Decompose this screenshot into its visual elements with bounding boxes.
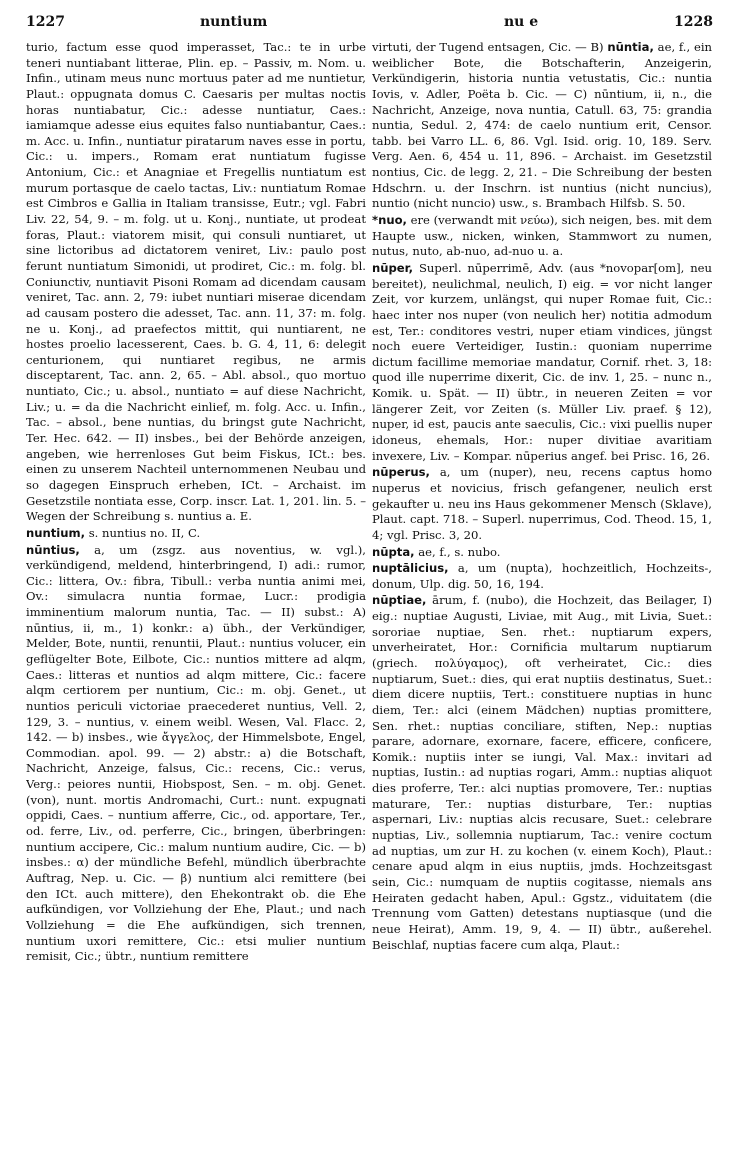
headword: nūperus, xyxy=(372,465,430,480)
entry-text: virtuti, der Tugend entsagen, Cic. — B) xyxy=(372,40,608,54)
entry-text: a, um (nuper), neu, recens captus homo nuperus et novicius, frisch gefangener, neulich erst gekaufter u. neu ins Haus gekommener Mensch (Sklave), Plaut. capt. 718. – Superl. nuperrimus, Cod. Theod. 15, 1, 4; vgl. Prisc. 3, 20. xyxy=(372,465,712,542)
entry-text: s. nuntius no. II, C. xyxy=(85,525,201,540)
left-column xyxy=(26,40,366,1140)
dictionary-entry xyxy=(372,593,712,953)
dictionary-entry xyxy=(372,561,712,592)
headword: nuptālicius, xyxy=(372,561,449,576)
left-running-head: nuntium xyxy=(200,14,268,30)
dictionary-entry xyxy=(372,545,712,561)
headword: nūper, xyxy=(372,260,414,275)
entry-text: ere (verwandt mit νεύω), sich neigen, bes. mit dem Haupte usw., nicken, winken, Stammwort zu numen, nutus, nuto, ab-nuo, ad-nuo u. a. xyxy=(372,213,712,259)
headword: *nuo, xyxy=(372,213,407,228)
entry-text: ārum, f. (nubo), die Hochzeit, das Beilager, I) eig.: nuptiae Augusti, Liviae, mit Aug., mit Livia, Suet.: sororiae nuptiae, Sen. rhet.: nuptiarum expers, unverheiratet, Hor.: Cornificia multarum nuptiarum (griech. πολύγαμος), oft verheiratet, Cic.: dies nuptiarum, Suet.: dies, qui erat nuptiis destinatus, Suet.: diem dicere nuptiis, Tert.: constituere nuptias in hunc diem, Ter.: alci (einem Mädchen) nuptias promittere, Sen. rhet.: nuptias conciliare, stiften, Nep.: nuptias parare, adornare, exornare, facere, efficere, conficere, Komik.: nuptiis inter se iungi, Val. Max.: invitari ad nuptias, Iustin.: ad nuptias rogari, Amm.: nuptias aliquot dies proferre, Ter.: alci nuptias promovere, Ter.: nuptias maturare, Ter.: nuptias disturbare, Ter.: nuptias aspernari, Liv.: nuptias alcis recusare, Suet.: celebrare nuptias, Liv., sollemnia nuptiarum, Tac.: venire coctum ad nuptias, um zur H. zu kochen (v. einem Koch), Plaut.: cenare apud alqm in eius nuptiis, jmds. Hochzeitsgast sein, Cic.: numquam de nuptiis cogitasse, niemals ans Heiraten gedacht haben, Apul.: Ggstz., viduitatem (die Trennung vom Gatten) detestans nuptiasque (und die neue Heirat), Amm. 19, 9, 4. — II) übtr., außerehel. Beischlaf, nuptias facere cum alqa, Plaut.: xyxy=(372,593,712,952)
dictionary-entry xyxy=(372,213,712,260)
dictionary-entry xyxy=(372,261,712,464)
right-running-head: nu e xyxy=(504,14,539,30)
headword: nūntius, xyxy=(26,542,80,557)
dictionary-entry xyxy=(372,465,712,543)
headword: nūpta, xyxy=(372,544,415,559)
entry-continuation xyxy=(26,40,366,525)
headword: nuntium, xyxy=(26,525,86,540)
left-page-number: 1227 xyxy=(26,14,65,30)
dictionary-entry xyxy=(26,543,366,965)
entry-text: ae, f., s. nubo. xyxy=(414,544,501,559)
entry-continuation xyxy=(372,40,712,212)
dictionary-entry xyxy=(26,526,366,542)
entry-text: a, um (zsgz. aus noventius, w. vgl.), verkündigend, meldend, hinterbringend, I) adi.: rumor, Cic.: littera, Ov.: fibra, Tibull.: verba nuntia animi mei, Ov.: simulacra nuntia formae, Lucr.: prodigia imminentium malorum nuntia, Tac. — II) subst.: A) nūntius, ii, m., 1) konkr.: a) übh., der Verkündiger, Melder, Bote, nuntii, renuntii, Plaut.: nuntius volucer, ein geflügelter Bote, Eilbote, Cic.: nuntios mittere ad alqm, Caes.: litteras et nuntios ad alqm mittere, Cic.: facere alqm certiorem per nuntium, Cic.: m. obj. Genet., ut nuntios periculi victoriae praecederet nuntius, Vell. 2, 129, 3. – nuntius, v. einem weibl. Wesen, Val. Flacc. 2, 142. — b) insbes., wie ἄγγελος, der Himmelsbote, Engel, Commodian. apol. 99. — 2) abstr.: a) die Botschaft, Nachricht, Anzeige, falsus, Cic.: recens, Cic.: verus, Verg.: peiores nuntii, Hiobspost, Sen. – m. obj. Genet. (von), nunt. mortis Andromachi, Curt.: nunt. expugnati oppidi, Caes. – nuntium afferre, Cic., od. apportare, Ter., od. ferre, Liv., od. perferre, Cic., bringen, überbringen: nuntium accipere, Cic.: malum nuntium audire, Cic. — b) insbes.: α) der mündliche Befehl, mündlich überbrachte Auftrag, Nep. u. Cic. — β) nuntium alci remittere (bei den ICt. auch mittere), den Ehekontrakt ob. die Ehe aufkündigen, vor Vollziehung der Ehe, Plaut.; und nach Vollziehung = die Ehe aufkündigen, sich trennen, nuntium uxori remittere, Cic.: etsi mulier nuntium remisit, Cic.; übtr., nuntium remittere xyxy=(26,542,366,964)
right-page-number: 1228 xyxy=(674,14,713,30)
entry-text: Superl. nūperrimē, Adv. (aus *novopar[om], neu bereitet), neulichmal, neulich, I) eig. = vor nicht langer Zeit, vor kurzem, unlängst, qui nuper Romae fuit, Cic.: haec inter nos nuper (von neulich her) notitia admodum est, Ter.: conditores vestri, nuper etiam vindices, jüngst noch euere Verteidiger, Iustin.: quoniam nuperrime dictum facillime memoriae mandatur, Cornif. rhet. 3, 18: quod ille nuperrime dixerit, Cic. de inv. 1, 25. – nunc n., Komik. u. Spät. — II) übtr., in neueren Zeiten = vor längerer Zeit, vor Zeiten (s. Müller Liv. praef. § 12), nuper, id est, paucis ante saeculis, Cic.: vixi puellis nuper idoneus, ehemals, Hor.: nuper divitiae avaritiam invexere, Liv. – Kompar. nūperius angef. bei Prisc. 16, 26. xyxy=(372,260,712,463)
entry-text: turio, factum esse quod imperasset, Tac.: te in urbe teneri nuntiabant litterae, Plin. ep. – Passiv, m. Nom. u. Infin., utinam meus nunc mortuus pater ad me nuntietur, Plaut.: oppugnata domus C. Caesaris per multas noctis horas nuntiabatur, Cic.: adesse nuntiatur, Caes.: iamiamque adesse eius equites falso nuntiabantur, Caes.: m. Acc. u. Infin., nuntiatur piratarum naves esse in portu, Cic.: u. impers., Romam erat nuntiatum fugisse Antonium, Cic.: et Anagniae et Fregellis nuntiatum est murum portasque de caelo tactas, Liv.: nuntiatum Romae est Cimbros e Gallia in Italiam transisse, Eutr.; vgl. Fabri Liv. 22, 54, 9. – m. folg. ut u. Konj., nuntiate, ut prodeat foras, Plaut.: viatorem misit, qui consuli nuntiaret, ut sine lictoribus ad dictatorem veniret, Liv.: paulo post ferunt nuntiatum Simonidi, ut prodiret, Cic.: m. folg. bl. Coniunctiv, nuntiavit Pisoni Romam ad dicendam causam veniret, Tac. ann. 2, 79: iubet nuntiari miserae dicendam ad causam postero die adesset, Tac. ann. 11, 37: m. folg. ne u. Konj., ad praefectos mittit, qui nuntiarent, ne hostes proelio lacesserent, Caes. b. G. 4, 11, 6: delegit centurionem, qui nuntiaret regibus, ne armis disceptarent, Tac. ann. 2, 65. – Abl. absol., quo mortuo nuntiato, Cic.; u. absol., nuntiato = auf diese Nachricht, Liv.; u. = da die Nachricht einlief, m. folg. Acc. u. Infin., Tac. – absol., bene nuntias, du bringst gute Nachricht, Ter. Hec. 642. — II) insbes., bei der Behörde anzeigen, angeben, wie herrenloses Gut beim Fiskus, ICt.: bes. einen zu unserem Nachteil unternommenen Neubau und so dagegen Einspruch erheben, ICt. – Archaist. im Gesetzstile nontiata esse, Corp. inscr. Lat. 1, 201. lin. 5. – Wegen der Schreibung s. nuntius a. E. xyxy=(26,40,366,524)
entry-text: ae, f., ein weiblicher Bote, die Botschafterin, Anzeigerin, Verkündigerin, historia nuntia vetustatis, Cic.: nuntia Iovis, v. Adler, Poëta b. Cic. — C) nūntium, ii, n., die Nachricht, Anzeige, nova nuntia, Catull. 63, 75: grandia nuntia, Sedul. 2, 474: de caelo nuntium erit, Censor. tabb. bei Varro LL. 6, 86. Vgl. Isid. orig. 10, 189. Serv. Verg. Aen. 6, 454 u. 11, 896. – Archaist. im Gesetzstil nontius, Cic. de legg. 2, 21. – Die Schreibung der besten Hdschrn. u. der Inschrn. ist nuntius (nicht nuncius), nuntio (nicht nuncio) usw., s. Brambach Hilfsb. S. 50. xyxy=(372,40,712,211)
headword: nūptiae, xyxy=(372,593,427,608)
headword: nūntia, xyxy=(607,40,654,54)
right-column xyxy=(372,40,712,1140)
entry-text: a, um (nupta), hochzeitlich, Hochzeits-, donum, Ulp. dig. 50, 16, 194. xyxy=(372,561,712,591)
